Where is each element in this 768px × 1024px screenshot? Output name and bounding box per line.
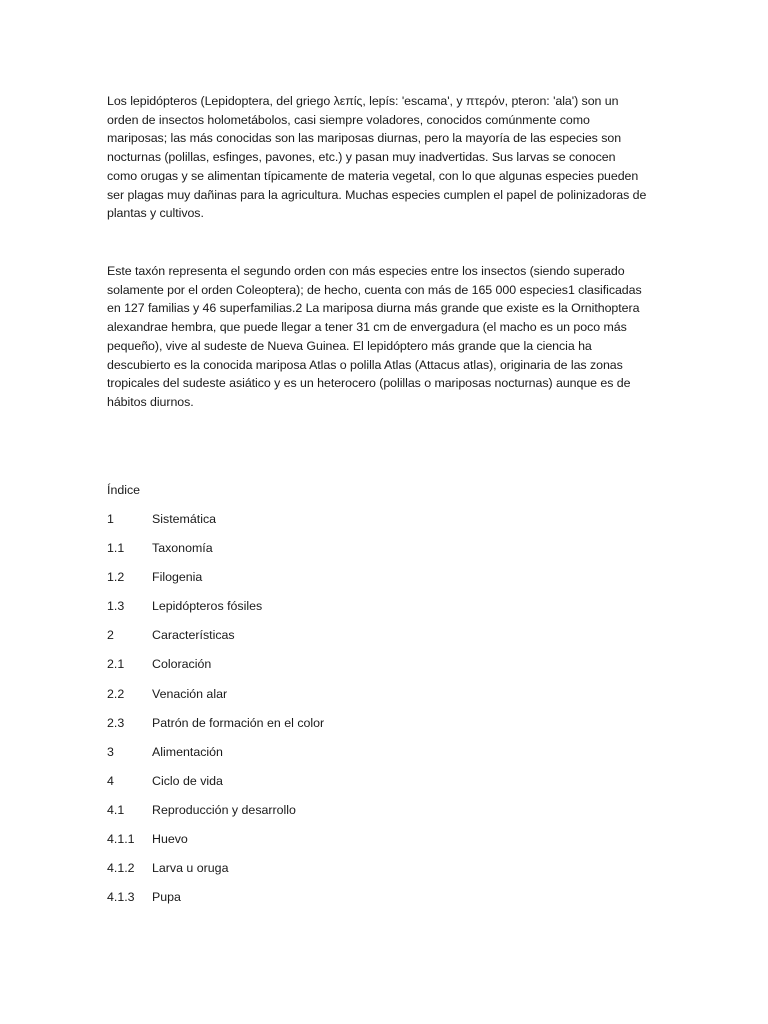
toc-item-label: Alimentación — [152, 744, 223, 759]
toc-item-2-2 — [107, 685, 324, 714]
toc-item-1-2 — [107, 568, 324, 597]
toc-item-label: Características — [152, 628, 235, 643]
toc-item-label: Patrón de formación en el color — [152, 715, 325, 730]
toc-item-number: 2.2 — [107, 686, 125, 701]
intro-paragraph: Los lepidópteros (Lepidoptera, del griego λεπίς, lepís: 'escama', y πτερόν, pteron: 'ala') son un orden de insectos holometábolos, casi siempre voladores, conocidos comúnmente como mariposas; las más conocidas son las mariposas diurnas, pero la mayoría de las especies son nocturnas (polillas, esfinges, pavones, etc.) y pasan muy inadvertidas. Sus larvas se conocen como orugas y se alimentan típicamente de materia vegetal, con lo que algunas especies pueden ser plagas muy dañinas para la agricultura. Muchas especies cumplen el papel de polinizadoras de plantas y cultivos. — [107, 94, 647, 221]
toc-item-label: Coloración — [152, 657, 212, 672]
toc-item-1 — [107, 510, 324, 539]
toc-item-label: Ciclo de vida — [152, 773, 223, 788]
toc-item-1-3 — [107, 597, 324, 626]
toc-item-number: 4.1.2 — [107, 861, 135, 876]
toc-item-label: Lepidópteros fósiles — [152, 599, 263, 614]
toc-item-number: 2.1 — [107, 657, 125, 672]
toc-item-4-1-2 — [107, 859, 324, 888]
toc-list — [107, 510, 324, 917]
toc-item-number: 4 — [107, 773, 114, 788]
toc-item-number: 2 — [107, 628, 114, 643]
toc-item-number: 1.3 — [107, 599, 125, 614]
toc-title: Índice — [107, 483, 141, 497]
toc-item-number: 2.3 — [107, 715, 125, 730]
toc-item-number: 4.1.3 — [107, 890, 135, 905]
toc-item-2 — [107, 626, 324, 655]
taxon-paragraph: Este taxón representa el segundo orden con más especies entre los insectos (siendo superado solamente por el orden Coleoptera); de hecho, cuenta con más de 165 000 especies1 clasificadas en 127 familias y 46 superfamilias.2 La mariposa diurna más grande que existe es la Ornithoptera alexandrae hembra, que puede llegar a tener 31 cm de envergadura (el macho es un poco más pequeño), vive al sudeste de Nueva Guinea. El lepidóptero más grande que la ciencia ha descubierto es la conocida mariposa Atlas o polilla Atlas (Attacus atlas), originaria de las zonas tropicales del sudeste asiático y es un heterocero (polillas o mariposas nocturnas) aunque es de hábitos diurnos. — [107, 264, 642, 409]
toc-item-label: Reproducción y desarrollo — [152, 802, 296, 817]
toc-item-number: 3 — [107, 744, 114, 759]
toc-item-4-1-1 — [107, 830, 324, 859]
toc-item-4-1 — [107, 801, 324, 830]
toc-item-number: 1.2 — [107, 570, 125, 585]
toc-item-2-1 — [107, 655, 324, 684]
toc-item-4-1-3 — [107, 888, 324, 917]
toc-item-number: 1.1 — [107, 541, 125, 556]
toc-item-1-1 — [107, 539, 324, 568]
toc-item-2-3 — [107, 714, 324, 743]
toc-item-number: 4.1 — [107, 802, 125, 817]
toc-item-number: 1 — [107, 512, 114, 526]
toc-item-label: Larva u oruga — [152, 861, 229, 876]
toc-item-number: 4.1.1 — [107, 832, 135, 847]
toc-item-label: Sistemática — [152, 512, 217, 526]
toc-item-label: Taxonomía — [152, 541, 213, 556]
toc-item-label: Pupa — [152, 890, 181, 905]
toc-item-label: Filogenia — [152, 570, 203, 585]
toc-item-4 — [107, 772, 324, 801]
toc-item-label: Huevo — [152, 832, 188, 847]
toc-item-3 — [107, 743, 324, 772]
toc-item-label: Venación alar — [152, 686, 228, 701]
